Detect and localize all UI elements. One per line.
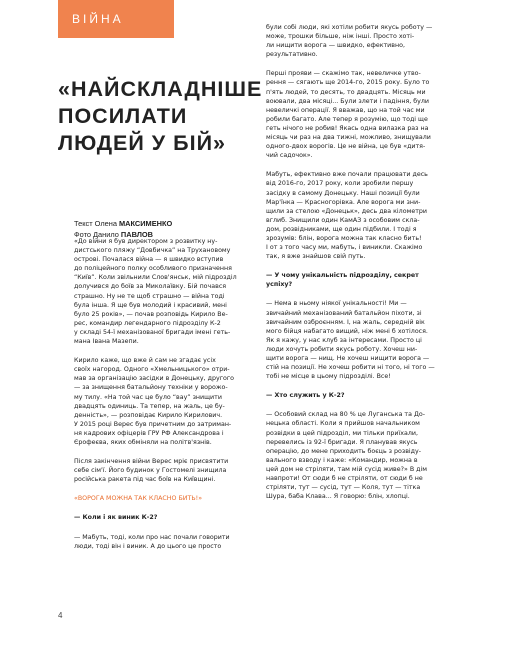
text-line: рення — сягають ще 2014-го, 2015 року. Було то: [266, 79, 430, 87]
article-column-right: [266, 23, 466, 501]
paragraph-gap: [74, 523, 274, 533]
text-line: розвідки в цей підрозділ, ми тільки приїхали,: [266, 429, 418, 437]
text-line: «ВОРОГА МОЖНА ТАК КЛАСНО БИТЬ!»: [74, 495, 203, 503]
paragraph: [266, 69, 466, 160]
text-line: мав за організацію засідки в Донецьку, другого: [74, 375, 235, 383]
paragraph-gap: [74, 346, 274, 356]
text-line: — Особовий склад на 80 % це Луганська та До-: [266, 411, 425, 419]
text-line: І от з того часу ми, мабуть, і виникли. Скажімо: [266, 244, 423, 252]
text-line: ня кадрових офіцерів ГРУ РФ Александрова і: [74, 429, 224, 437]
text-line: му тилу. «На той час це було “вау” знищити: [74, 393, 222, 401]
text-line: стій на позиції. Не хочеш робити ні того, ні того —: [266, 364, 435, 372]
text-line: до поліцейного полку особливого призначення: [74, 265, 232, 273]
paragraph-gap: [266, 381, 466, 391]
paragraph-gap: [266, 59, 466, 69]
text-line: місяць чи раз на два тижні, можливо, знищували: [266, 134, 431, 142]
paragraph-gap: [266, 160, 466, 170]
text-line: у складі 54-ї механізованої бригади імені геть-: [74, 328, 231, 336]
text-line: геть нічого не робив! Якась одна вилазка раз на: [266, 124, 429, 132]
text-line: невеличкі операції. Я вважав, що на той час ми: [266, 106, 425, 114]
text-line: — Хто служить у К-2?: [266, 392, 345, 400]
text-line: Перші прояви — скажімо так, невеличке утво-: [266, 70, 421, 78]
section-tag: ВІЙНА: [58, 0, 174, 38]
text-line: звичайний механізований батальйон піхоти, зі: [266, 309, 422, 317]
text-line: острові. Почалася війна — я швидко вступив: [74, 256, 224, 264]
text-line: була інша. Я ще був молодий і красивий, мені: [74, 301, 227, 309]
text-line: стріляти, тут — сусід, тут — Коля, тут — тітка: [266, 484, 421, 492]
text-line: «До війни я був директором з розвитку ну-: [74, 238, 218, 245]
text-line: робили багато. Але тепер я розумію, що тоді ще: [266, 115, 428, 123]
text-line: навпроти! От сюди б не стріляти, от сюди б не: [266, 475, 423, 483]
paragraph: [266, 299, 466, 381]
text-line: денність», — розповідає Кирило Кирилович.: [74, 411, 223, 419]
text-line: від 2016-го, 2017 року, коли зробили першу: [266, 180, 414, 188]
text-line: Єрофеєва, яких обміняли на політв'язнів.: [74, 438, 212, 446]
text-line: своїх нагород. Одного «Хмельницького» отри-: [74, 366, 230, 374]
article-column-left: [74, 237, 274, 551]
text-line: засідку в самому Донецьку. Наші позиції були: [266, 189, 420, 197]
text-line: нецька області. Коли я прийшов начальником: [266, 420, 420, 428]
text-line: У 2015 році Верес був причетним до затриман-: [74, 420, 232, 428]
author-name: МАКСИМЕНКО: [119, 219, 173, 228]
text-line: люди, тоді він і виник. А до цього це просто: [74, 542, 222, 550]
text-line: результативно.: [266, 51, 318, 59]
interview-question: [266, 271, 466, 289]
text-line: російська ракета під час боїв на Київщині.: [74, 476, 216, 484]
text-line: мого бійця набагато вищий, ніж мені б хотілося.: [266, 327, 428, 335]
photo-credit-prefix: Фото Данило: [74, 229, 121, 239]
interview-question: [266, 391, 466, 400]
photographer-name: ПАВЛОВ: [120, 229, 153, 239]
text-line: Шура, баба Клава... Я говорю: блін, хлопці.: [266, 493, 410, 501]
paragraph: [74, 237, 274, 346]
text-line: одного-двох ворогів. Це не війна, це був «дитя-: [266, 143, 426, 151]
paragraph-gap: [74, 503, 274, 513]
page-number: 4: [58, 611, 63, 620]
paragraph: [74, 533, 274, 551]
interview-question: [74, 513, 274, 522]
text-line: “Київ”. Коли звільнили Слов'янськ, мій підрозділ: [74, 274, 237, 282]
text-line: вального взводу і каже: «Командир, можна в: [266, 456, 418, 464]
text-line: дом, розвідниками, ще один підбили. І тоді я: [266, 225, 417, 233]
paragraph: [74, 356, 274, 447]
text-line: долучився до боїв за Миколаївку. Бій почався: [74, 283, 227, 291]
author-credit: [74, 219, 254, 230]
text-line: тобі не місце в цьому підрозділі. Все!: [266, 373, 391, 381]
text-line: — за знищення батальйону техніки у ворожо-: [74, 384, 228, 392]
text-line: дистського пляжу “Довбичка” на Трухановому: [74, 247, 231, 255]
paragraph-gap: [266, 261, 466, 271]
author-credit-prefix: Текст Олена: [74, 219, 119, 228]
text-line: Кирило каже, що вже й сам не згадає усіх: [74, 357, 216, 365]
text-line: було 25 років», — почав розповідь Кирило Ве-: [74, 310, 228, 318]
paragraph: [74, 457, 274, 484]
text-line: Мар'їнка — Красногорівка. Але ворога ми зни-: [266, 198, 421, 206]
text-line: цей дом не стріляти, там мій сусід живе?» В дім: [266, 465, 428, 473]
text-line: щити ворога — нищ. Не хочеш нищити ворога —: [266, 355, 430, 362]
paragraph: [266, 170, 466, 261]
text-line: щили за стелою «Донецьк», десь два кілометри: [266, 207, 427, 215]
text-line: люди хочуть робити якусь роботу. Хочеш ни-: [266, 345, 418, 353]
text-line: перевелись із 92-ї бригади. Я планував якусь: [266, 438, 418, 446]
text-line: звичайним озброєнням. І, на жаль, середній вік: [266, 318, 425, 326]
text-line: — Коли і як виник К-2?: [74, 514, 158, 522]
headline-line: ЛЮДЕЙ У БІЙ»: [58, 131, 226, 155]
paragraph: [266, 23, 466, 59]
text-line: п'ять людей, то десять, то двадцять. Місяць ми: [266, 88, 426, 96]
text-line: двадцять одиниць. Та тепер, на жаль, це бу-: [74, 402, 225, 410]
text-line: успіху?: [266, 281, 293, 289]
text-line: зрозумів: блін, ворога можна так класно бить!: [266, 234, 422, 242]
text-line: ли нищити ворога — швидко, ефективно,: [266, 42, 405, 50]
text-line: Після закінчення війни Верес мріє присвятити: [74, 458, 229, 466]
section-subheading: [74, 494, 274, 503]
text-line: Як я кажу, у нас клуб за інтересами. Просто ці: [266, 336, 422, 344]
paragraph: [266, 410, 466, 501]
paragraph-gap: [266, 289, 466, 299]
text-line: операцію, до мене приходить боєць з розвіду-: [266, 447, 422, 455]
text-line: були собі люди, які хотіли робити якусь роботу —: [266, 24, 433, 31]
article-headline: [58, 76, 263, 157]
text-line: вглиб. Знищили один КамАЗ з особовим скла-: [266, 216, 420, 224]
text-line: страшно. Ну не те щоб страшно — війна тоді: [74, 292, 225, 300]
text-line: чий садочок».: [266, 152, 313, 160]
text-line: мана Івана Мазепи.: [74, 338, 139, 346]
text-line: — У чому унікальність підрозділу, секрет: [266, 272, 419, 280]
paragraph-gap: [74, 484, 274, 494]
text-line: — Мабуть, тоді, коли про нас почали говорити: [74, 533, 230, 541]
text-line: так, я вже знайшов свій путь.: [266, 253, 366, 261]
headline-line: ПОСИЛАТИ: [58, 104, 188, 128]
paragraph-gap: [266, 400, 466, 410]
headline-line: «НАЙСКЛАДНІШЕ: [58, 77, 263, 101]
text-line: воювали, два місяці... Були злети і падіння, були: [266, 97, 430, 105]
text-line: рес, командир легендарного підрозділу К-2: [74, 319, 221, 327]
text-line: може, трошки більше, ніж інші. Просто хоті-: [266, 33, 415, 41]
paragraph-gap: [74, 447, 274, 457]
text-line: Мабуть, ефективно вже почали працювати десь: [266, 171, 428, 179]
text-line: себе сім'ї. Його будинок у Гостомелі знищила: [74, 467, 227, 475]
text-line: — Нема в ньому ніякої унікальності! Ми —: [266, 300, 407, 308]
